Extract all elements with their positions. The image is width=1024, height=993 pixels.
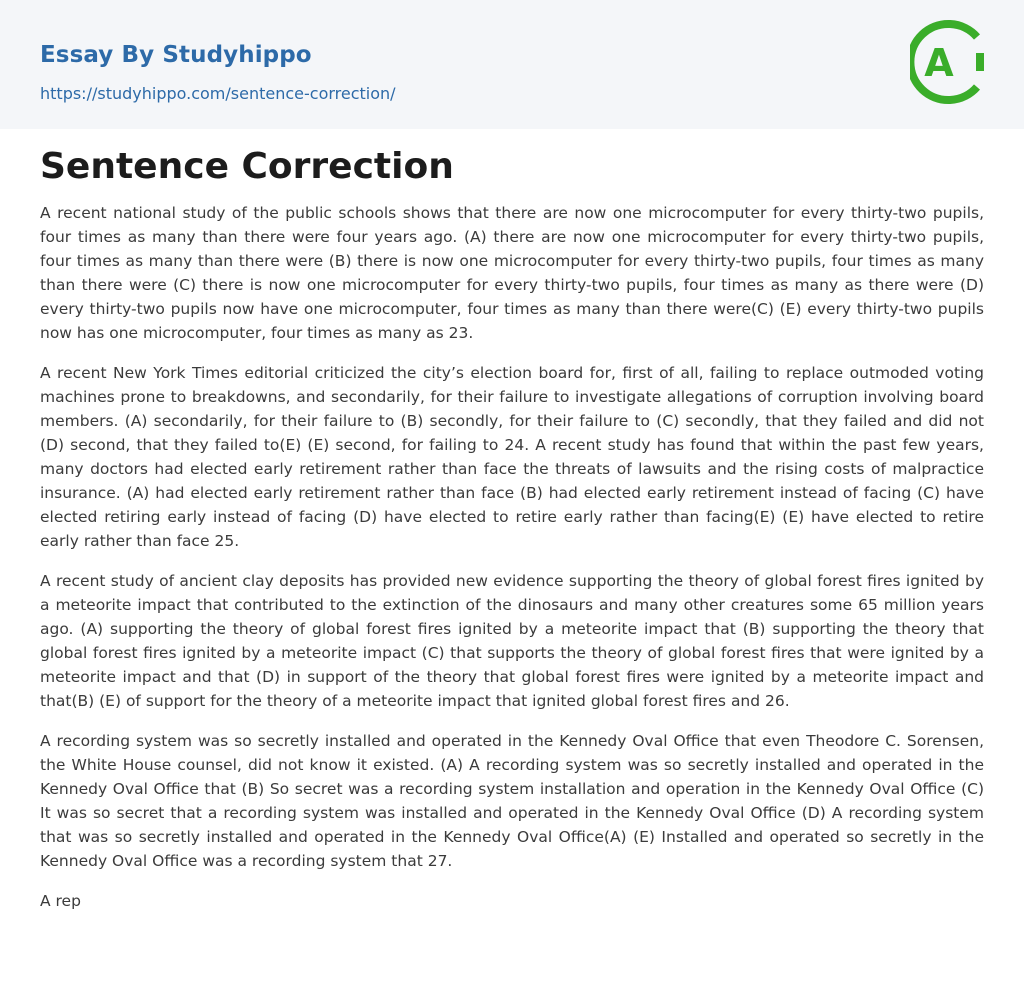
page-url-link[interactable]: https://studyhippo.com/sentence-correction/ <box>40 84 396 103</box>
page-title: Sentence Correction <box>40 146 454 187</box>
article-body <box>40 201 984 929</box>
article-paragraph: A recent study of ancient clay deposits has provided new evidence supporting the theory of global forest fires ignited by a meteorite impact that contributed to the extinction of the dinosaurs and many other creatures some 65 million years ago. (A) supporting the theory of global forest fires ignited by a meteorite impact that (B) supporting the theory that global forest fires ignited by a meteorite impact (C) that supports the theory of global forest fires that were ignited by a meteorite impact and that (D) in support of the theory that global forest fires were ignited by a meteorite impact and that(B) (E) of support for the theory of a meteorite impact that ignited global forest fires and 26. <box>40 572 984 710</box>
site-header <box>0 0 1024 129</box>
logo-letter: A <box>924 41 954 85</box>
article-paragraph: A recording system was so secretly installed and operated in the Kennedy Oval Office that even Theodore C. Sorensen, the White House counsel, did not know it existed. (A) A recording system was so secretly installed and operated in the Kennedy Oval Office that (B) So secret was a recording system installation and operation in the Kennedy Oval Office (C) It was so secret that a recording system was installed and operated in the Kennedy Oval Office (D) A recording system that was so secretly installed and operated in the Kennedy Oval Office(A) (E) Installed and operated so secretly in the Kennedy Oval Office was a recording system that 27. <box>40 732 984 870</box>
article-paragraph: A recent national study of the public schools shows that there are now one microcomputer for every thirty-two pupils, four times as many than there were four years ago. (A) there are now one microcomputer for every thirty-two pupils, four times as many than there were (B) there is now one microcomputer for every thirty-two pupils, four times as many than there were (C) there is now one microcomputer for every thirty-two pupils, four times as many as there were (D) every thirty-two pupils now have one microcomputer, four times as many than there were(C) (E) every thirty-two pupils now has one microcomputer, four times as many as 23. <box>40 204 984 342</box>
article-paragraph-truncated: A rep <box>40 892 81 910</box>
article-paragraph: A recent New York Times editorial criticized the city’s election board for, first of all, failing to replace outmoded voting machines prone to breakdowns, and secondarily, for their failure to investigate allegations of corruption involving board members. (A) secondarily, for their failure to (B) secondly, for their failure to (C) secondly, that they failed and did not (D) second, that they failed to(E) (E) second, for failing to 24. A recent study has found that within the past few years, many doctors had elected early retirement rather than face the threats of lawsuits and the rising costs of malpractice insurance. (A) had elected early retirement rather than face (B) had elected early retirement instead of facing (C) have elected retiring early instead of facing (D) have elected to retire early rather than facing(E) (E) have elected to retire early rather than face 25. <box>40 364 984 550</box>
studyhippo-logo-icon[interactable] <box>910 18 988 106</box>
site-brand[interactable]: Essay By Studyhippo <box>40 42 312 68</box>
